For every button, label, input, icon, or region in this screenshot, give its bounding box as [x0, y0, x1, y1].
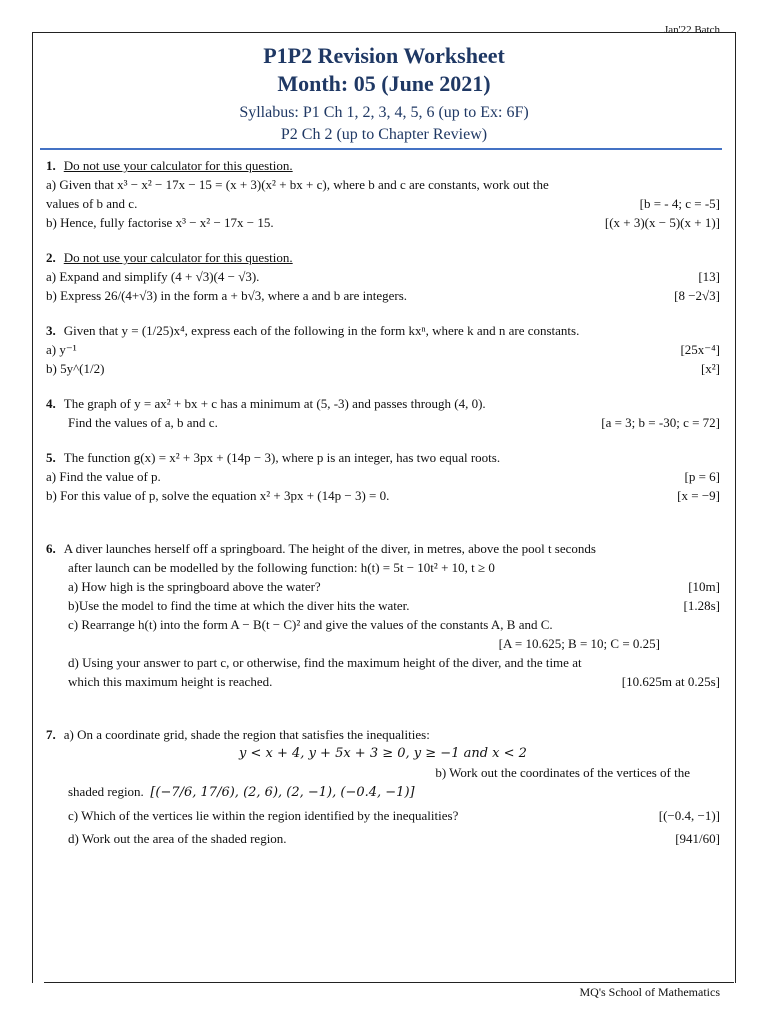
part-b-line-1: b) Work out the coordinates of the vertices of the: [435, 765, 690, 780]
answer-c: [A = 10.625; B = 10; C = 0.25]: [498, 636, 660, 651]
part-d: d) Work out the area of the shaded region.: [68, 831, 287, 846]
syllabus-line-1: Syllabus: P1 Ch 1, 2, 3, 4, 5, 6 (up to Ex: 6F): [239, 104, 529, 121]
instruction: Do not use your calculator for this question.: [63, 158, 293, 173]
part-a: a) How high is the springboard above the water?: [68, 579, 321, 594]
worksheet-month: Month: 05 (June 2021): [277, 71, 491, 96]
part-a: a) On a coordinate grid, shade the region that satisfies the inequalities:: [63, 727, 430, 742]
question-number: 6.: [46, 541, 56, 556]
answer-b: [x = −9]: [677, 488, 720, 503]
part-a-line-1: a) Given that x³ − x² − 17x − 15 = (x + 3)(x² + bx + c), where b and c are constants, work out the: [46, 177, 549, 192]
stem-line-2: after launch can be modelled by the following function: h(t) = 5t − 10t² + 10, t ≥ 0: [68, 560, 495, 575]
answer-d: [10.625m at 0.25s]: [621, 674, 720, 689]
instruction: Do not use your calculator for this question.: [63, 250, 293, 265]
question-number: 4.: [46, 396, 56, 411]
question-7: [46, 725, 720, 848]
stem: Given that y = (1/25)x⁴, express each of the following in the form kxⁿ, where k and n are constants.: [63, 323, 580, 338]
header-divider: [40, 148, 722, 150]
part-b: b) Express 26/(4+√3) in the form a + b√3, where a and b are integers.: [46, 288, 408, 303]
question-3: [46, 321, 720, 378]
answer-b: [(x + 3)(x − 5)(x + 1)]: [604, 215, 720, 230]
question-1: [46, 156, 720, 232]
part-d-line-1: d) Using your answer to part c, or otherwise, find the maximum height of the diver, and the time at: [68, 655, 582, 670]
stem-line-2: Find the values of a, b and c.: [68, 415, 218, 430]
part-a: a) Expand and simplify (4 + √3)(4 − √3).: [46, 269, 260, 284]
inequalities: y < x + 4, y + 5x + 3 ≥ 0, y ≥ −1 and x < 2: [239, 746, 527, 761]
part-b: b) 5y^(1/2): [46, 361, 105, 376]
part-b: b) Hence, fully factorise x³ − x² − 17x − 15.: [46, 215, 274, 230]
worksheet-header: [32, 42, 736, 146]
answer-a: [b = - 4; c = -5]: [639, 196, 720, 211]
syllabus-line-2: P2 Ch 2 (up to Chapter Review): [280, 126, 488, 143]
part-b: b)Use the model to find the time at which the diver hits the water.: [68, 598, 410, 613]
answer-a: [p = 6]: [684, 469, 720, 484]
question-4: [46, 394, 720, 432]
answer: [a = 3; b = -30; c = 72]: [601, 415, 720, 430]
part-d-line-2: which this maximum height is reached.: [68, 674, 273, 689]
question-2: [46, 248, 720, 305]
stem: The graph of y = ax² + bx + c has a minimum at (5, -3) and passes through (4, 0).: [63, 396, 486, 411]
answer-b: [x²]: [700, 361, 720, 376]
answer-a: [10m]: [688, 579, 720, 594]
footer-divider: [44, 982, 734, 983]
answer-c: [(−0.4, −1)]: [658, 808, 720, 823]
stem-line-1: A diver launches herself off a springboard. The height of the diver, in metres, above the pool t seconds: [63, 541, 596, 556]
part-b: b) For this value of p, solve the equation x² + 3px + (14p − 3) = 0.: [46, 488, 390, 503]
question-number: 7.: [46, 727, 56, 742]
part-a: a) Find the value of p.: [46, 469, 161, 484]
question-number: 3.: [46, 323, 56, 338]
part-a-line-2: values of b and c.: [46, 196, 138, 211]
question-number: 2.: [46, 250, 56, 265]
answer-d: [941/60]: [675, 831, 720, 846]
answer-b: [8 −2√3]: [674, 288, 720, 303]
part-a: a) y⁻¹: [46, 342, 77, 357]
stem: The function g(x) = x² + 3px + (14p − 3), where p is an integer, has two equal roots.: [63, 450, 501, 465]
answer-b: [(−7/6, 17/6), (2, 6), (2, −1), (−0.4, −1)]: [150, 785, 415, 800]
footer-school: MQ's School of Mathematics: [579, 985, 720, 999]
part-b-line-2: shaded region.: [68, 784, 144, 799]
part-c: c) Rearrange h(t) into the form A − B(t − C)² and give the values of the constants A, B and C.: [68, 617, 553, 632]
answer-a: [25x⁻⁴]: [680, 342, 720, 357]
question-number: 5.: [46, 450, 56, 465]
question-number: 1.: [46, 158, 56, 173]
question-6: [46, 539, 720, 691]
worksheet-title: P1P2 Revision Worksheet: [263, 43, 505, 68]
answer-a: [13]: [698, 269, 720, 284]
questions: [46, 156, 720, 864]
question-5: [46, 448, 720, 505]
answer-b: [1.28s]: [683, 598, 720, 613]
batch-label: Jan'22 Batch: [663, 24, 720, 36]
part-c: c) Which of the vertices lie within the region identified by the inequalities?: [68, 808, 459, 823]
